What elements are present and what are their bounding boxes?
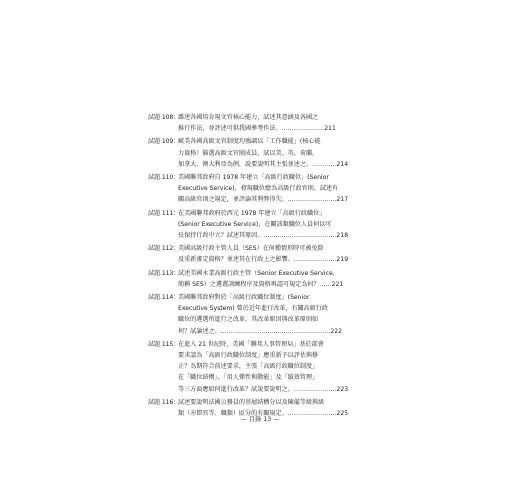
toc-entry[interactable] bbox=[148, 268, 370, 290]
entry-label: 試題 111： bbox=[148, 209, 180, 217]
toc-entry[interactable] bbox=[148, 339, 370, 395]
table-of-contents bbox=[148, 112, 370, 421]
entry-text bbox=[178, 268, 370, 290]
toc-entry[interactable] bbox=[148, 112, 370, 134]
entry-line: 美國高級行政主管人員（SES）在何種情形時可被免除 bbox=[178, 245, 324, 253]
entry-label: 試題 113： bbox=[148, 269, 180, 277]
toc-entry[interactable] bbox=[148, 172, 370, 206]
entry-label: 試題 115： bbox=[148, 340, 180, 348]
entry-label: 試題 108： bbox=[148, 114, 180, 121]
entry-line: 何？試論述之。………………………………………………222 bbox=[178, 327, 342, 335]
entry-line: 美國聯邦政府自 1978 年建立「高級行政職位」(Senior bbox=[178, 174, 329, 182]
entry-line: 等三方面應如何進行改革？試說要說明之。…………………223 bbox=[178, 385, 349, 393]
toc-entry[interactable] bbox=[148, 136, 370, 170]
entry-line: 推行作法，並評述可供我國參考作法。…………………211 bbox=[178, 125, 336, 133]
entry-text bbox=[178, 172, 370, 206]
entry-text bbox=[178, 136, 370, 170]
entry-text bbox=[178, 292, 370, 337]
entry-line: 美國聯邦政府對於「高級行政職位制度」(Senior bbox=[178, 294, 310, 302]
entry-line: 要求認為「高級行政職位制度」應重新予以評估與修 bbox=[178, 352, 319, 360]
entry-line: 長保持行政中立？試述其原因。………………………………218 bbox=[178, 232, 349, 240]
entry-line: 關高級官則之規定，並評論其利弊得失。……………………217 bbox=[178, 196, 349, 204]
entry-label: 試題 112： bbox=[148, 245, 180, 253]
page-footer: — 目錄 13 — bbox=[240, 416, 280, 423]
entry-line: 職位的遴選所進行之改革，其改革原因與改革原則如 bbox=[178, 316, 319, 324]
toc-entry[interactable] bbox=[148, 208, 370, 242]
entry-text bbox=[178, 339, 370, 395]
toc-entry[interactable] bbox=[148, 243, 370, 265]
entry-line: Executive Service)，發現職位總為高級行政官則，試述有 bbox=[178, 185, 339, 193]
entry-line: 正？為期符合前述要求，主張「高級行政職位制度」 bbox=[178, 363, 319, 371]
entry-line: 力資格）篩選高級文官團成員，試以美、英、荷蘭、 bbox=[178, 149, 319, 157]
entry-line: Executive System) 曾於近年進行改革，有關高級行政 bbox=[178, 305, 329, 313]
entry-label: 試題 109： bbox=[148, 138, 180, 146]
entry-text bbox=[178, 112, 370, 134]
entry-line: 試述美國永業高級行政主管（Senior Executive Service， bbox=[178, 269, 339, 277]
entry-text bbox=[178, 243, 370, 265]
entry-line: 加拿大、澳大利亞為例，說要說明其主張並述之。…………214 bbox=[178, 160, 349, 168]
entry-line: 在「職位結構」、「用人彈性與動能」及「績效管理」 bbox=[178, 374, 319, 382]
entry-line: 在進入 21 世紀時，美國「聯邦人事管理局」基於部會 bbox=[178, 340, 324, 348]
toc-entry[interactable] bbox=[148, 292, 370, 337]
entry-text bbox=[178, 208, 370, 242]
entry-line: (Senior Executive Service)，在關該類職位人員何以可 bbox=[178, 220, 332, 228]
entry-line: 試述要說明法國公務員的基層結構分以及陳備等級與級 bbox=[178, 398, 325, 406]
entry-line: 簡稱 SES）之遴選訓練程序及資格再認可規定為何？……221 bbox=[178, 280, 344, 288]
entry-label: 試題 116： bbox=[148, 398, 180, 406]
entry-label: 試題 114： bbox=[148, 294, 180, 302]
entry-label: 試題 110： bbox=[148, 174, 180, 182]
entry-line: 歐美各國高級文官制度均強調以「工作職能」(核心能 bbox=[178, 138, 321, 146]
entry-line: 及重新審定資格？並述其在行政上之影響。…………………219 bbox=[178, 256, 349, 264]
entry-line: 在美國聯邦政府於西元 1978 年建立「高級行政職位」 bbox=[178, 209, 326, 217]
entry-line: 雜述各國培育規文官核心能力，試述其意涵及各國之 bbox=[178, 114, 319, 121]
entry-line: 類（亦即官等、職類）區分的有關規定。……………………225 bbox=[178, 410, 349, 418]
